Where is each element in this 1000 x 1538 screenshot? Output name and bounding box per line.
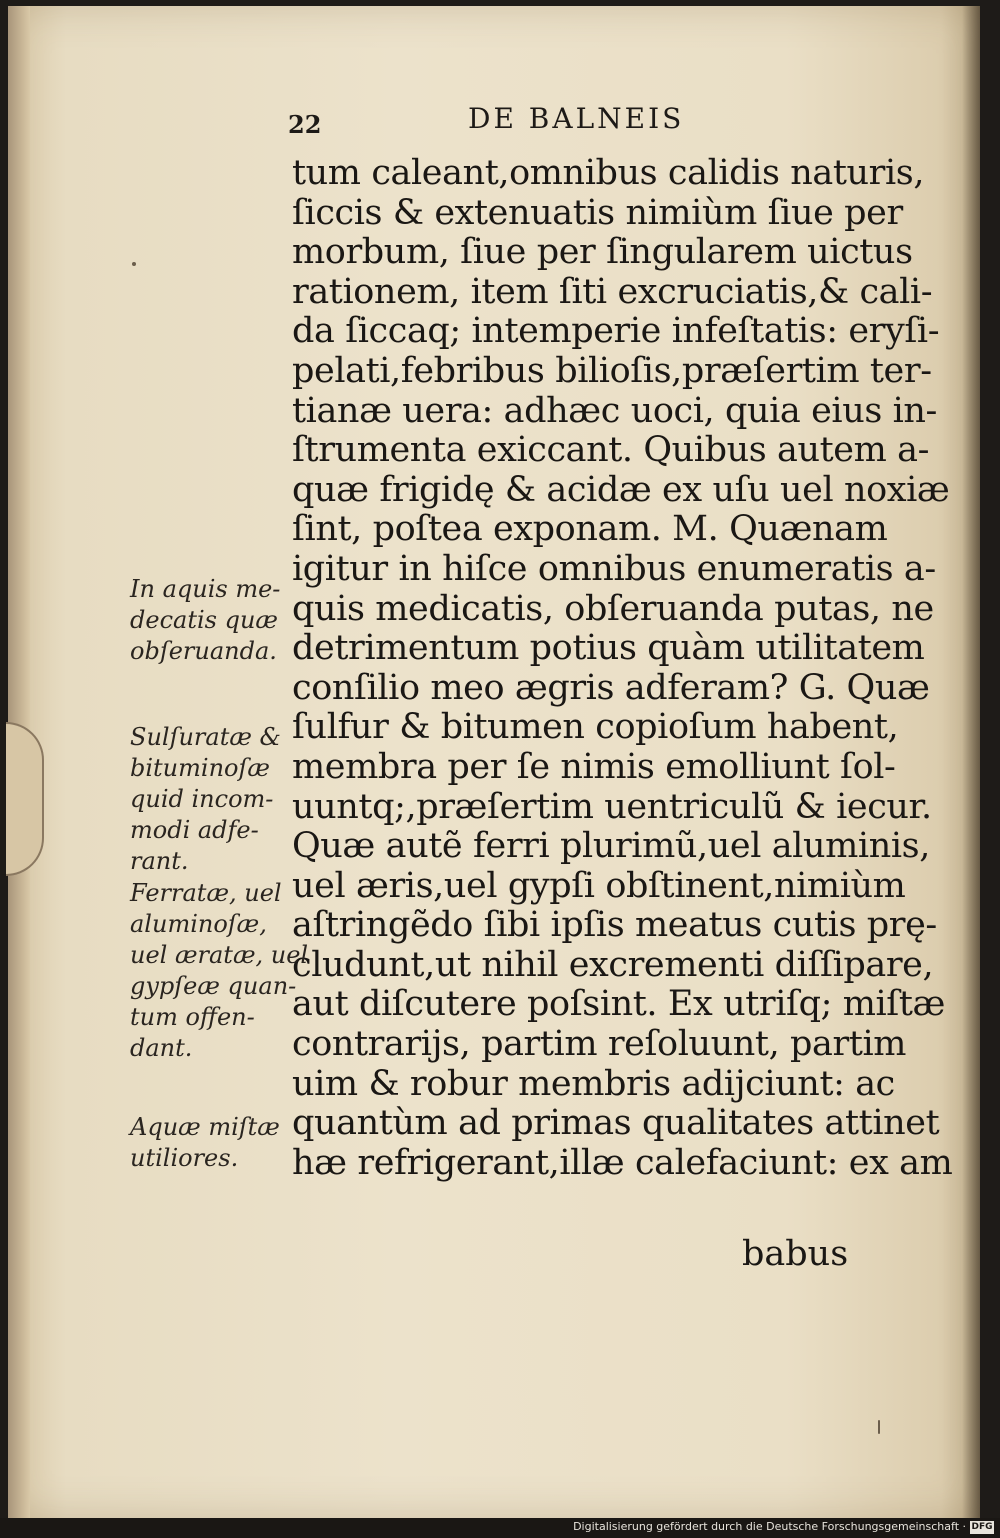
text-line: hæ refrigerant,illæ calefaciunt: ex am (292, 1142, 953, 1183)
text-line: quæ frigidę & acidæ ex uſu uel noxiæ (292, 469, 950, 510)
text-line: uuntq;,præſertim uentriculũ & iecur. (292, 786, 932, 827)
margin-note (130, 1112, 300, 1174)
text-line: ſint, poſtea exponam. M. Quænam (292, 509, 888, 550)
margin-note-line: rant. (130, 847, 189, 875)
text-line: detrimentum potius quàm utilitatem (292, 628, 925, 669)
text-line: quis medicatis, obſeruanda putas, ne (292, 588, 934, 629)
text-line: morbum, ſiue per ſingularem uictus (292, 232, 913, 273)
text-line: ſulfur & bitumen copioſum habent, (292, 707, 899, 748)
text-line: tianæ uera: adhæc uoci, quia eius in- (292, 390, 937, 431)
text-line: membra per ſe nimis emolliunt ſol- (292, 746, 896, 787)
funding-credit: Digitalisierung gefördert durch die Deutsche Forschungsgemeinschaft · (573, 1520, 966, 1533)
text-line: quantùm ad primas qualitates attinet (292, 1103, 940, 1144)
text-line: aut diſcutere poſsint. Ex utriſq; miſtæ (292, 984, 946, 1025)
page-edge-shadow (962, 6, 980, 1518)
margin-note (130, 878, 309, 1064)
paper-mark (878, 1420, 880, 1434)
margin-note-line: uel æratæ, uel (130, 941, 309, 969)
text-line: tum caleant,omnibus calidis naturis, (292, 153, 925, 193)
text-line: cludunt,ut nihil excrementi diſſipare, (292, 944, 934, 985)
text-line: rationem, item ſiti excruciatis,& cali- (292, 271, 933, 312)
paper-speck (132, 262, 136, 266)
margin-note-line: dant. (130, 1034, 193, 1062)
text-line: ſiccis & extenuatis nimiùm ſiue per (292, 192, 903, 233)
margin-note-line: utiliores. (130, 1144, 239, 1172)
running-head: DE BALNEIS (468, 102, 685, 135)
margin-note (130, 722, 300, 877)
margin-note-line: In aquis me- (130, 575, 281, 603)
margin-note-line: decatis quæ (130, 606, 278, 634)
margin-note-line: aluminoſæ, (130, 910, 267, 938)
page-number: 22 (288, 110, 322, 139)
margin-note-line: Sulſuratæ & (130, 723, 281, 751)
dfg-logo-icon: DFG (971, 1522, 993, 1532)
text-line: contrarijs, partim reſoluunt, partim (292, 1024, 907, 1065)
margin-note-line: quid incom- (130, 785, 274, 813)
text-line: da ſiccaq; intemperie infeſtatis: eryſi- (292, 311, 940, 352)
catchword: babus (742, 1234, 849, 1274)
text-line: conſilio meo ægris adferam? G. Quæ (292, 667, 930, 708)
margin-note-line: gypſeæ quan- (130, 972, 297, 1000)
text-line: Quæ autẽ ferri plurimũ,uel aluminis, (292, 826, 930, 867)
margin-note-line: tum offen- (130, 1003, 255, 1031)
margin-note-line: obſeruanda. (130, 637, 277, 665)
text-line: uim & robur membris adijciunt: ac (292, 1063, 895, 1104)
text-line: ſtrumenta exiccant. Quibus autem a- (292, 430, 930, 471)
text-line: igitur in hiſce omnibus enumeratis a- (292, 548, 936, 589)
text-line: uel æris,uel gypſi obſtinent,nimiùm (292, 865, 906, 906)
text-line: pelati,febribus bilioſis,præſertim ter- (292, 350, 932, 391)
margin-note-line: modi adfe- (130, 816, 259, 844)
margin-note-line: bituminoſæ (130, 754, 270, 782)
margin-note-line: Ferratæ, uel (130, 879, 282, 907)
digitization-footer (0, 1518, 1000, 1538)
binding-tab (6, 722, 44, 876)
page-header (288, 102, 688, 142)
margin-note (130, 574, 300, 667)
body-text (292, 153, 953, 1183)
text-line: aſtringẽdo ſibi ipſis meatus cutis prę- (292, 905, 937, 946)
margin-note-line: Aquæ miſtæ (130, 1113, 280, 1141)
